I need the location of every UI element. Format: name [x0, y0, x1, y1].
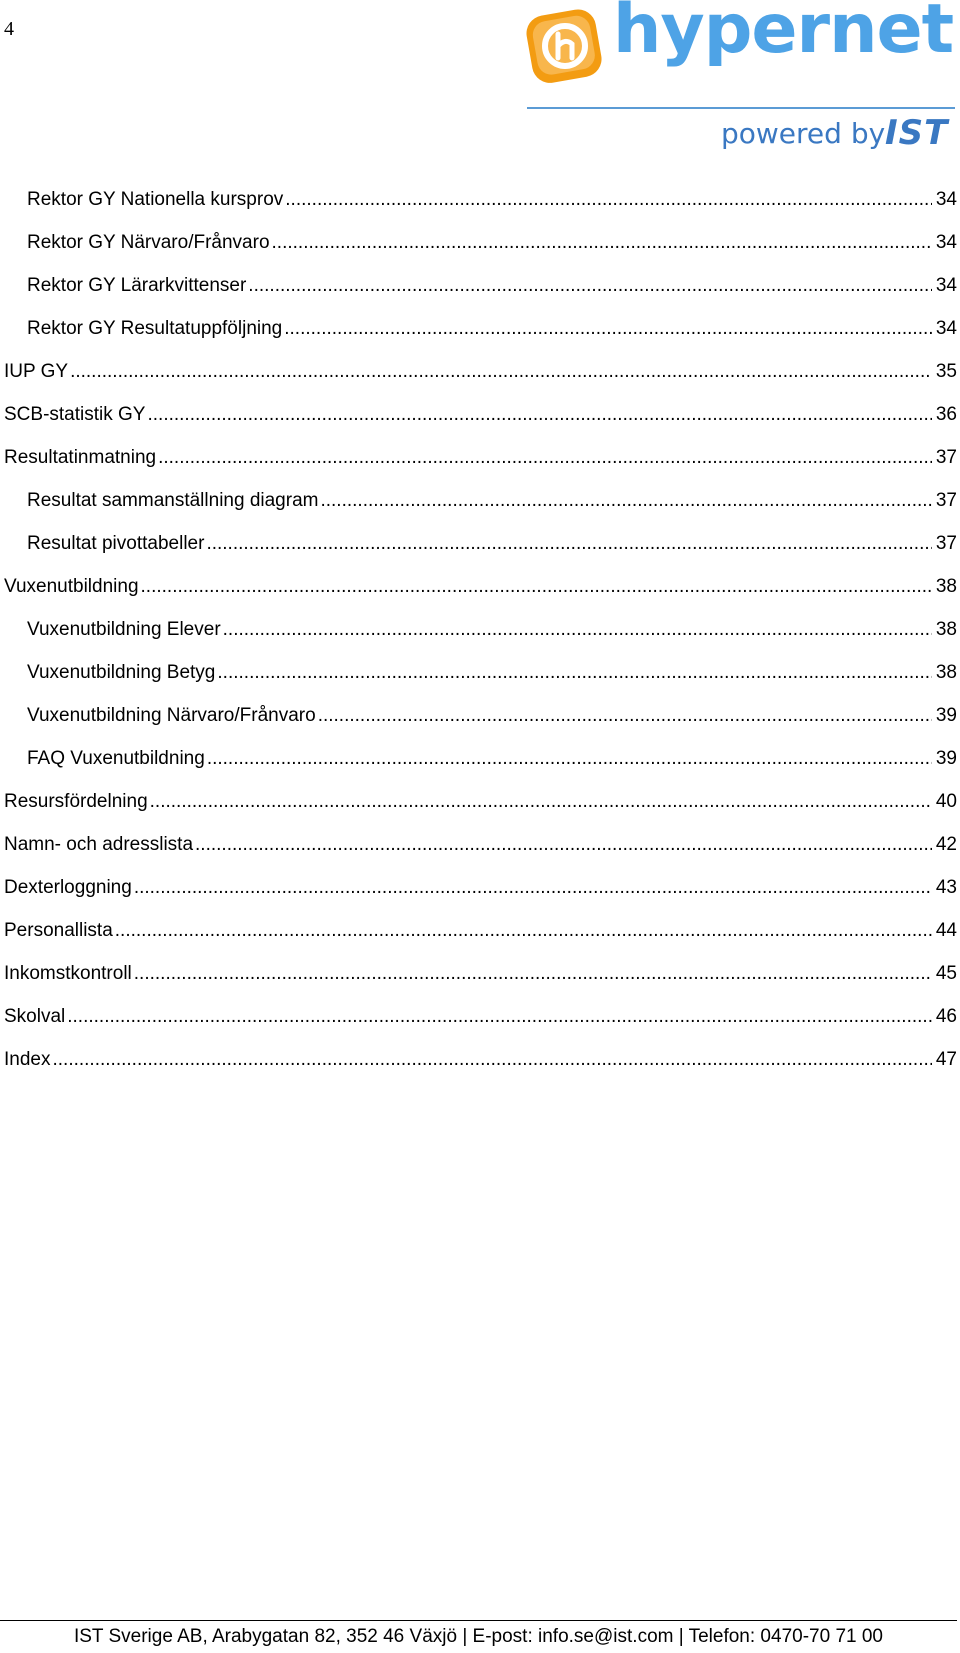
toc-entry-page: 34	[935, 275, 957, 296]
toc-entry[interactable]	[0, 221, 957, 264]
toc-leader-dots	[195, 823, 932, 866]
toc-entry-page: 45	[935, 963, 957, 984]
toc-entry-title: Inkomstkontroll	[4, 963, 132, 984]
toc-entry[interactable]	[0, 737, 957, 780]
toc-entry-page: 43	[935, 877, 957, 898]
toc-entry-title: Personallista	[4, 920, 113, 941]
toc-entry-title: Vuxenutbildning Närvaro/Frånvaro	[27, 705, 316, 726]
toc-entry-title: SCB-statistik GY	[4, 404, 146, 425]
toc-entry-title: Rektor GY Resultatuppföljning	[27, 318, 283, 339]
toc-leader-dots	[115, 909, 932, 952]
toc-entry-title: Vuxenutbildning	[4, 576, 139, 597]
toc-entry-page: 39	[935, 705, 957, 726]
toc-entry[interactable]	[0, 1038, 957, 1081]
toc-entry-title: IUP GY	[4, 361, 69, 382]
footer-contact: IST Sverige AB, Arabygatan 82, 352 46 Växjö | E-post: info.se@ist.com | Telefon: 0470-70 71 00	[73, 1626, 883, 1647]
toc-entry-title: Rektor GY Nationella kursprov	[27, 189, 284, 210]
toc-entry-title: Skolval	[4, 1006, 66, 1027]
toc-leader-dots	[150, 780, 932, 823]
toc-entry[interactable]	[0, 350, 957, 393]
toc-entry[interactable]	[0, 694, 957, 737]
toc-leader-dots	[248, 264, 932, 307]
toc-entry[interactable]	[0, 307, 957, 350]
toc-entry-page: 46	[935, 1006, 957, 1027]
logo-wordmark: hypernet	[613, 0, 954, 69]
toc-entry-title: Resultat sammanställning diagram	[27, 490, 319, 511]
toc-entry[interactable]	[0, 608, 957, 651]
toc-entry[interactable]	[0, 780, 957, 823]
footer-divider	[0, 1620, 957, 1621]
toc-entry-title: Dexterloggning	[4, 877, 132, 898]
toc-leader-dots	[52, 1038, 931, 1081]
toc-leader-dots	[207, 737, 932, 780]
toc-entry[interactable]	[0, 565, 957, 608]
toc-entry-page: 39	[935, 748, 957, 769]
logo-ist: IST	[885, 113, 949, 153]
toc-entry[interactable]	[0, 436, 957, 479]
toc-entry-title: Namn- och adresslista	[4, 834, 194, 855]
toc-entry[interactable]	[0, 823, 957, 866]
toc-entry[interactable]	[0, 522, 957, 565]
toc-leader-dots	[134, 866, 932, 909]
toc-leader-dots	[67, 995, 932, 1038]
toc-entry-title: FAQ Vuxenutbildning	[27, 748, 205, 769]
toc-entry-title: Vuxenutbildning Betyg	[27, 662, 216, 683]
hypernet-logo	[525, 2, 955, 162]
toc-entry[interactable]	[0, 952, 957, 995]
toc-entry-page: 38	[935, 576, 957, 597]
toc-leader-dots	[272, 221, 932, 264]
toc-entry-title: Index	[4, 1049, 51, 1070]
toc-leader-dots	[70, 350, 932, 393]
page-number: 4	[4, 18, 14, 40]
toc-entry-page: 36	[935, 404, 957, 425]
toc-entry-page: 37	[935, 447, 957, 468]
toc-entry[interactable]	[0, 178, 957, 221]
toc-leader-dots	[285, 178, 932, 221]
logo-powered-by: powered by	[721, 117, 886, 150]
hypernet-logo-mark-icon	[525, 6, 605, 86]
toc-leader-dots	[318, 694, 932, 737]
toc-leader-dots	[134, 952, 932, 995]
toc-entry-page: 44	[935, 920, 957, 941]
toc-entry-page: 42	[935, 834, 957, 855]
toc-entry[interactable]	[0, 995, 957, 1038]
toc-entry-page: 37	[935, 533, 957, 554]
toc-leader-dots	[206, 522, 931, 565]
toc-leader-dots	[320, 479, 931, 522]
toc-entry-title: Resursfördelning	[4, 791, 148, 812]
toc-leader-dots	[223, 608, 932, 651]
toc-entry-page: 40	[935, 791, 957, 812]
toc-entry-page: 37	[935, 490, 957, 511]
toc-entry-title: Rektor GY Lärarkvittenser	[27, 275, 247, 296]
toc-leader-dots	[284, 307, 932, 350]
toc-entry[interactable]	[0, 479, 957, 522]
toc-entry-title: Resultatinmatning	[4, 447, 157, 468]
toc-entry-page: 34	[935, 232, 957, 253]
logo-divider	[527, 107, 955, 109]
toc-leader-dots	[147, 393, 931, 436]
toc-entry[interactable]	[0, 651, 957, 694]
toc-leader-dots	[141, 565, 932, 608]
toc-entry-page: 47	[935, 1049, 957, 1070]
toc-entry-title: Vuxenutbildning Elever	[27, 619, 221, 640]
toc-entry-page: 34	[935, 189, 957, 210]
toc-entry-page: 38	[935, 662, 957, 683]
toc-entry[interactable]	[0, 393, 957, 436]
table-of-contents	[0, 178, 957, 1081]
toc-entry[interactable]	[0, 866, 957, 909]
toc-entry-title: Resultat pivottabeller	[27, 533, 205, 554]
toc-entry-page: 38	[935, 619, 957, 640]
toc-entry[interactable]	[0, 909, 957, 952]
toc-leader-dots	[217, 651, 931, 694]
toc-leader-dots	[158, 436, 932, 479]
toc-entry-page: 34	[935, 318, 957, 339]
toc-entry-page: 35	[935, 361, 957, 382]
toc-entry-title: Rektor GY Närvaro/Frånvaro	[27, 232, 270, 253]
toc-entry[interactable]	[0, 264, 957, 307]
